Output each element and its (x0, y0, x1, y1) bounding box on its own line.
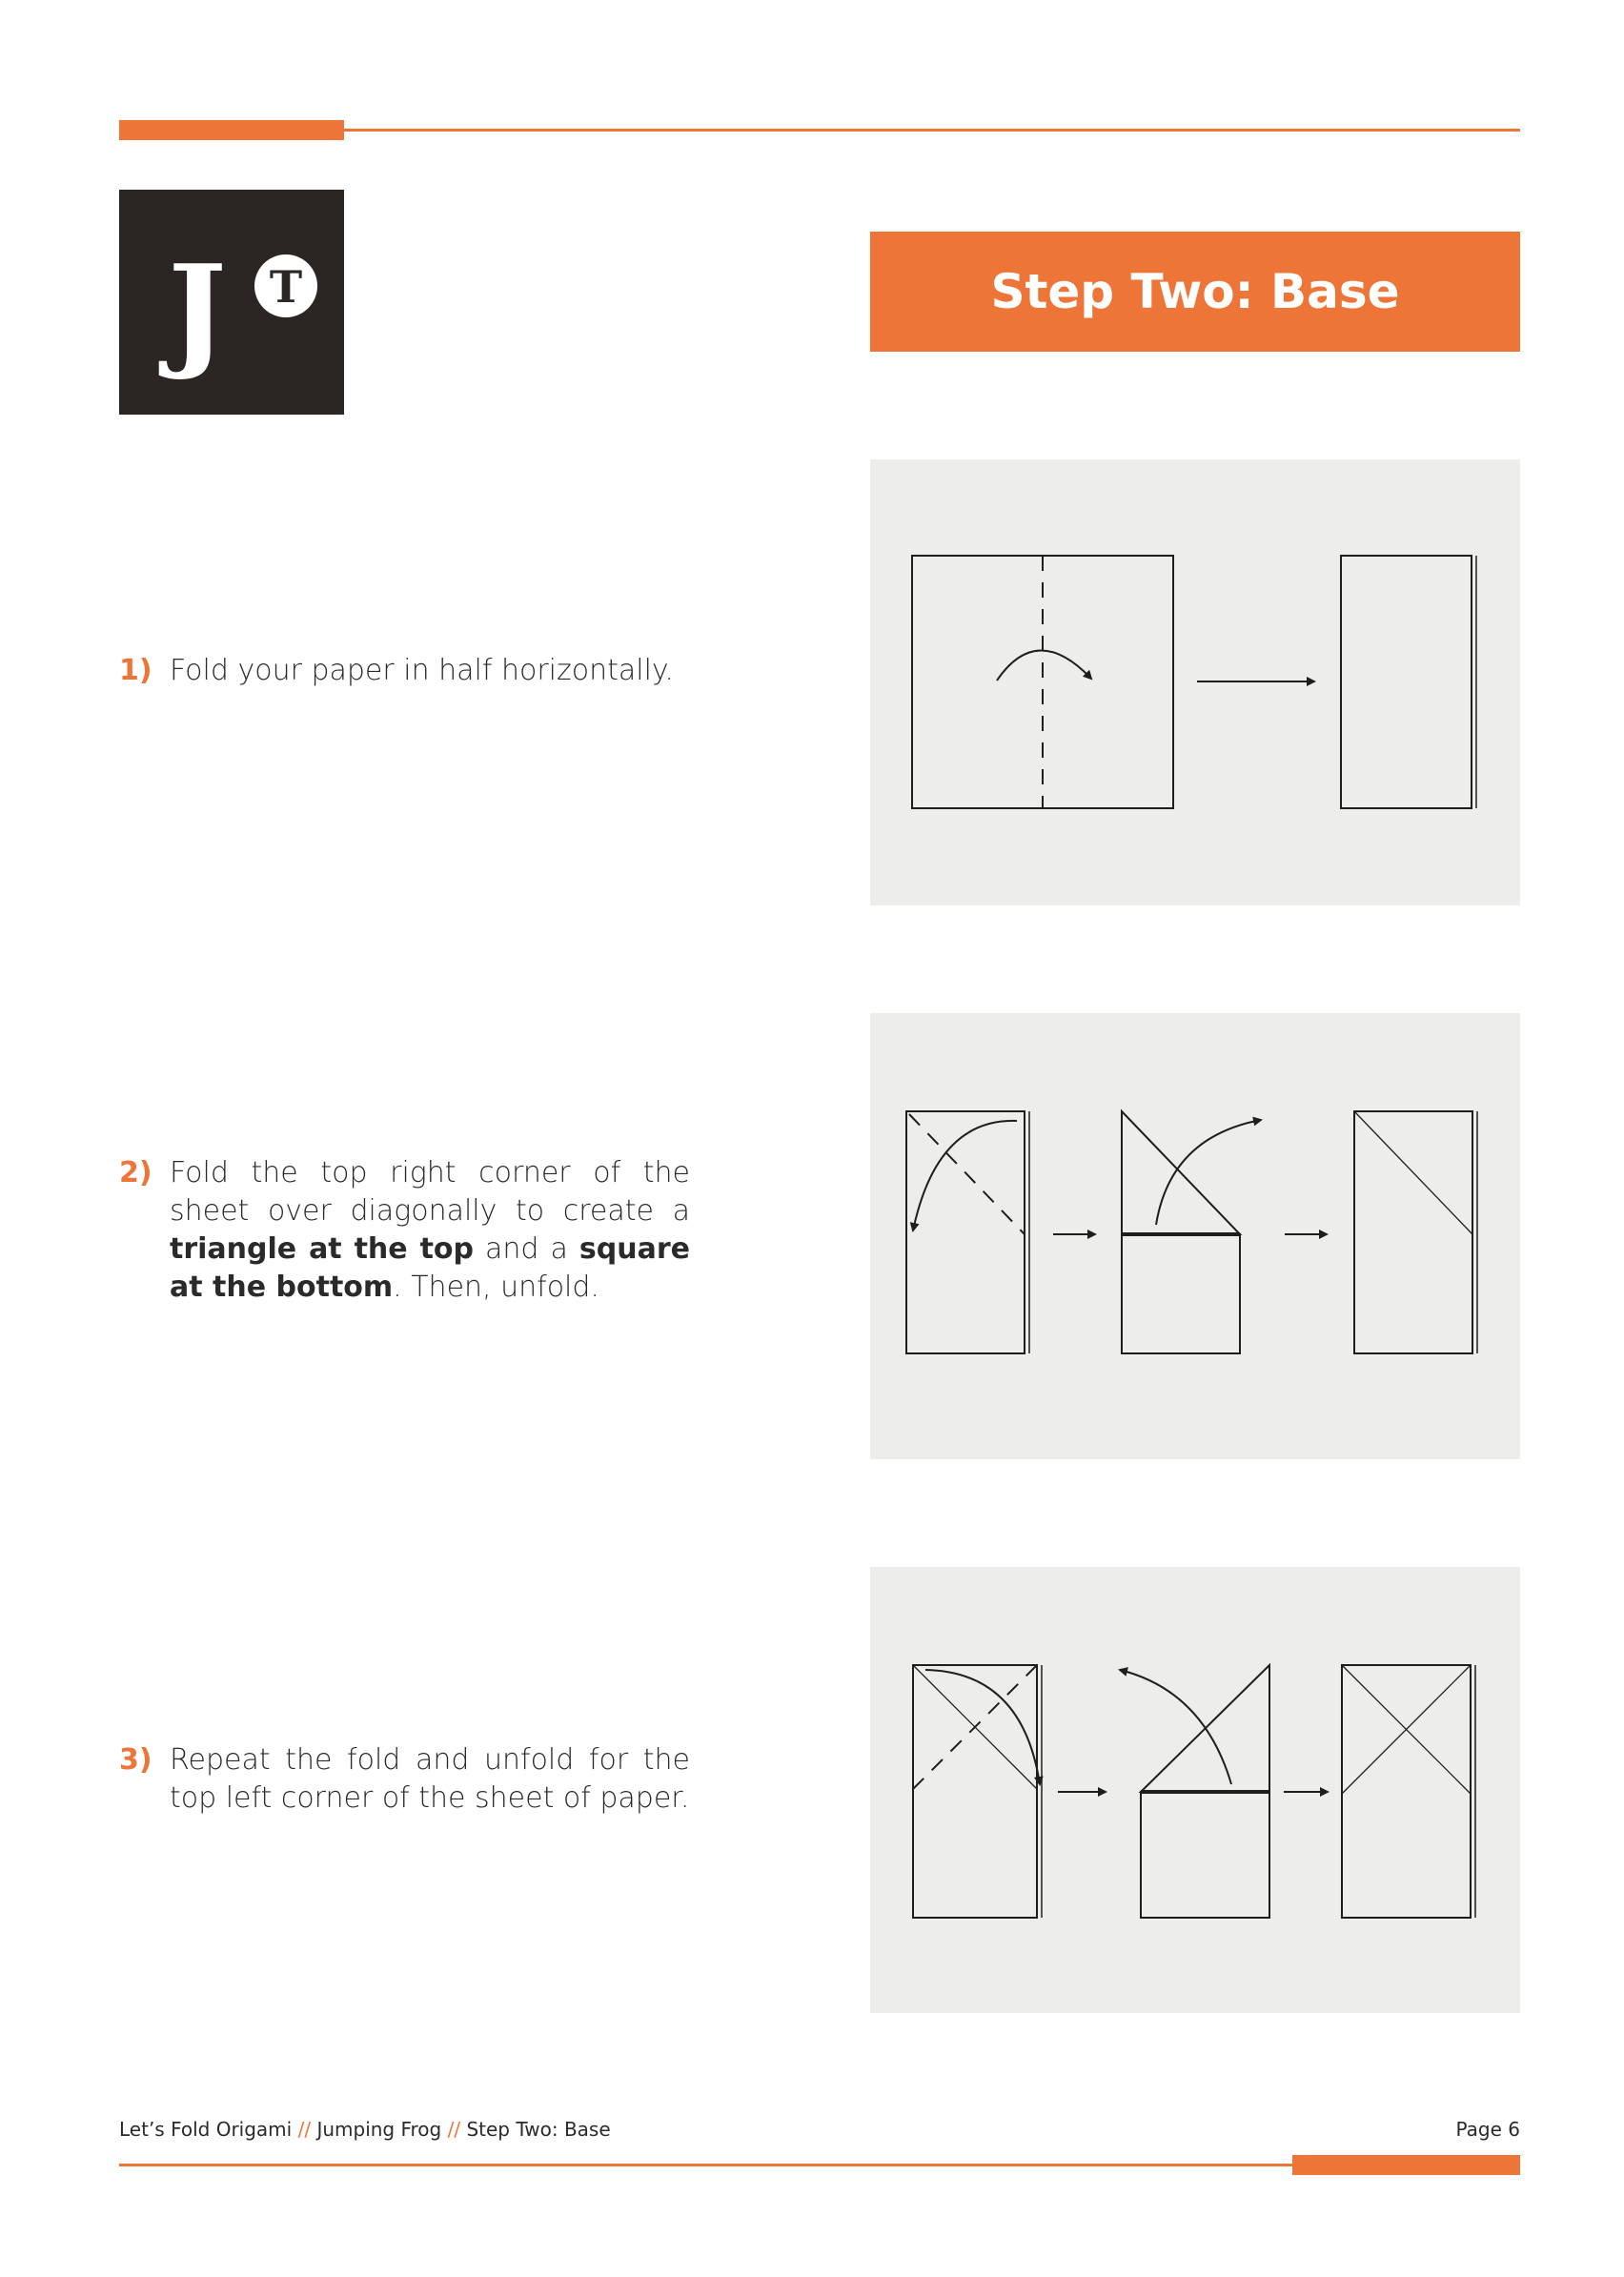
footer-separator-1: // (297, 2118, 312, 2141)
step-2-text-b: and a (474, 1232, 579, 1266)
fold-arrow (913, 1121, 1017, 1230)
footer-crumb-3: Step Two: Base (466, 2118, 611, 2141)
footer-crumb-1: Let’s Fold Origami (119, 2118, 293, 2141)
unfold-arrow (1156, 1120, 1261, 1225)
footer-separator-2: // (447, 2118, 461, 2141)
jt-logo (119, 190, 344, 415)
paper-square (1122, 1234, 1240, 1353)
page-title: Step Two: Base (990, 264, 1400, 319)
header-accent-bar (119, 120, 344, 140)
diagonal-crease (1354, 1111, 1472, 1234)
fold-arrow (997, 650, 1091, 681)
step-2-text (170, 1154, 690, 1307)
paper-rect (913, 1665, 1037, 1918)
step-3-number: 3) (119, 1743, 152, 1777)
fold-line (909, 1114, 1025, 1234)
page-number: Page 6 (1455, 2118, 1520, 2141)
logo-letter-t: T (269, 261, 303, 313)
footer-breadcrumb (119, 2118, 611, 2141)
folded-paper (1341, 556, 1472, 808)
paper-rect (906, 1111, 1025, 1353)
step-2-bold-triangle: triangle at the top (170, 1232, 474, 1266)
footer-crumb-2: Jumping Frog (316, 2118, 442, 2141)
unfolded-paper (1342, 1665, 1471, 1918)
step-2-text-a: Fold the top right corner of the sheet over diagonally to create a (170, 1156, 690, 1228)
step-2-number: 2) (119, 1156, 152, 1189)
folded-triangle (1122, 1111, 1240, 1234)
unfold-arrow (1120, 1670, 1231, 1784)
fold-diagram-1 (870, 459, 1520, 905)
logo-letter-j: J (168, 237, 227, 383)
paper-square (1141, 1792, 1269, 1918)
step-2-bold-square: square at the bottom (170, 1232, 690, 1304)
step-3-text: Repeat the fold and unfold for the top left corner of the sheet of paper. (170, 1743, 690, 1815)
unfolded-paper (1354, 1111, 1472, 1353)
step-2-text-c: . Then, unfold. (393, 1271, 599, 1304)
fold-diagram-3 (870, 1567, 1520, 2013)
page-title-bar (870, 232, 1520, 352)
fold-arrow (925, 1670, 1040, 1784)
step-1-text: Fold your paper in half horizontally. (170, 654, 674, 687)
step-1-number: 1) (119, 654, 152, 687)
footer-accent-bar (1292, 2155, 1520, 2175)
fold-diagram-2 (870, 1013, 1520, 1459)
